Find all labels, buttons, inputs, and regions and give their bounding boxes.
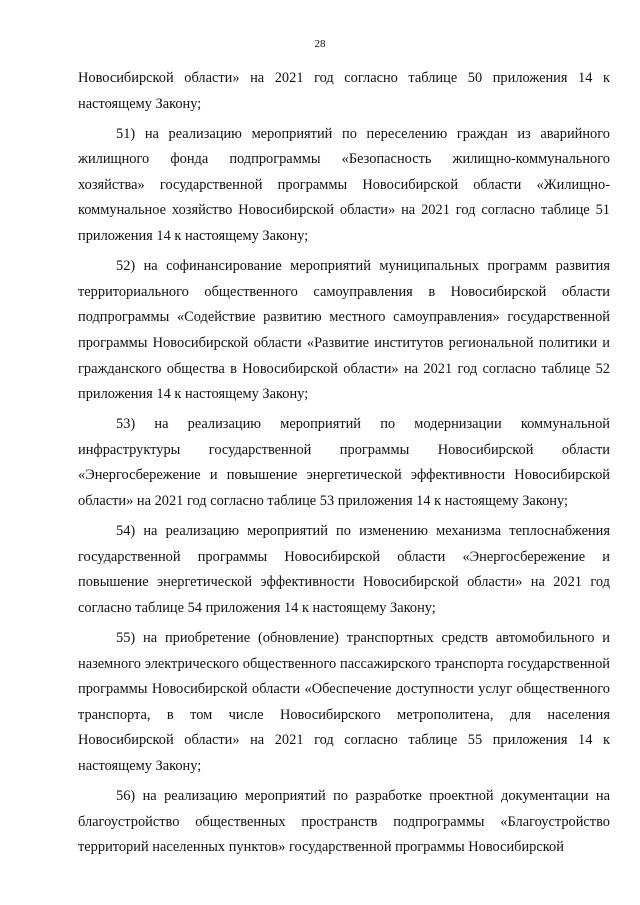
paragraph-item-53: 53) на реализацию мероприятий по модернизации коммунальной инфраструктуры государственной программы Новосибирской области «Энергосбережение и повышение энергетической эффективности Новосибирской области» на 2021 год согласно таблице 53 приложения 14 к настоящему Закону; [78, 416, 610, 509]
document-body [78, 66, 610, 861]
paragraph-continuation: Новосибирской области» на 2021 год согласно таблице 50 приложения 14 к настоящему Закону; [78, 70, 610, 112]
paragraph-item-52: 52) на софинансирование мероприятий муниципальных программ развития территориального общественного самоуправления в Новосибирской области подпрограммы «Содействие развитию местного самоуправления» государственной программы Новосибирской области «Развитие институтов региональной политики и гражданского общества в Новосибирской области» на 2021 год согласно таблице 52 приложения 14 к настоящему Закону; [78, 258, 610, 403]
page-number: 28 [314, 38, 326, 50]
paragraph-item-54: 54) на реализацию мероприятий по изменению механизма теплоснабжения государственной программы Новосибирской области «Энергосбережение и повышение энергетической эффективности Новосибирской области» на 2021 год согласно таблице 54 приложения 14 к настоящему Закону; [78, 523, 610, 616]
paragraph-item-51: 51) на реализацию мероприятий по переселению граждан из аварийного жилищного фонда подпрограммы «Безопасность жилищно-коммунального хозяйства» государственной программы Новосибирской области «Жилищно-коммунальное хозяйство Новосибирской области» на 2021 год согласно таблице 51 приложения 14 к настоящему Закону; [78, 125, 610, 245]
paragraph-item-56: 56) на реализацию мероприятий по разработке проектной документации на благоустройство общественных пространств подпрограммы «Благоустройство территорий населенных пунктов» государственной программы Новосибирской [78, 788, 610, 856]
paragraph-item-55: 55) на приобретение (обновление) транспортных средств автомобильного и наземного электрического общественного пассажирского транспорта государственной программы Новосибирской области «Обеспечение доступности услуг общественного транспорта, в том числе Новосибирского метрополитена, для населения Новосибирской области» на 2021 год согласно таблице 55 приложения 14 к настоящему Закону; [78, 629, 610, 774]
